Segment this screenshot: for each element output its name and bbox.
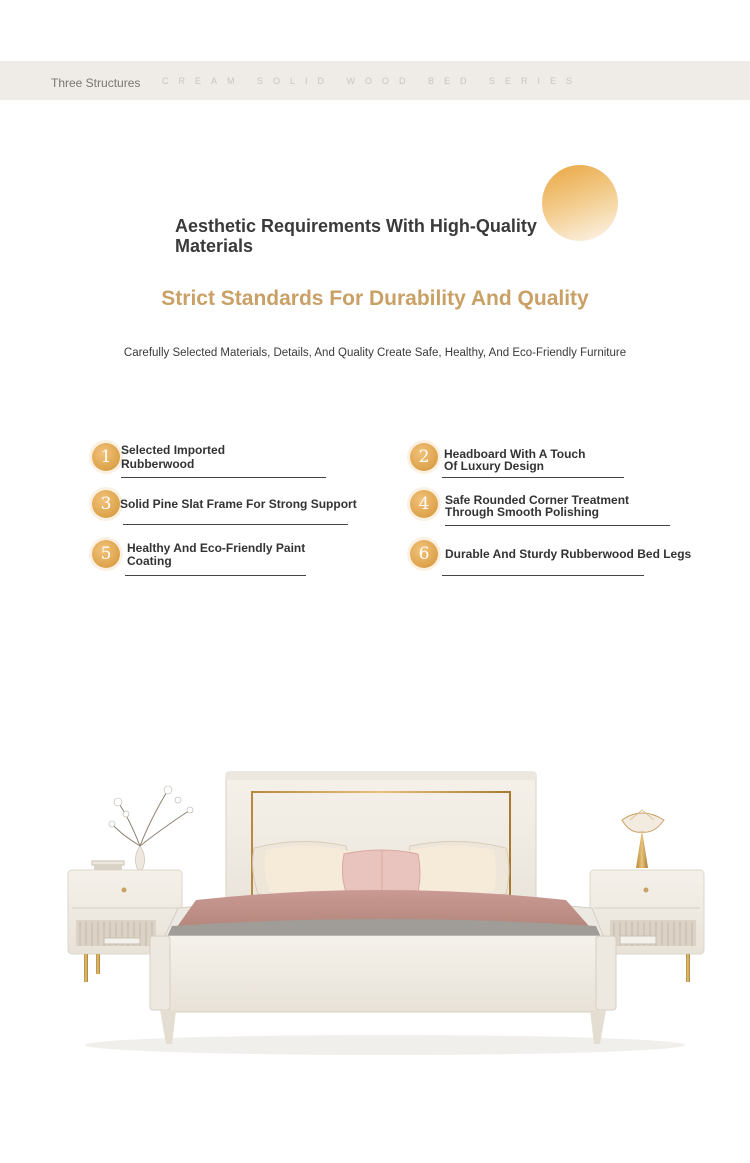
- feature-label-line1: Durable And Sturdy Rubberwood Bed Legs: [445, 547, 692, 561]
- feature-label: [445, 494, 629, 518]
- feature-label: [120, 498, 357, 510]
- feature-label-line2: Coating: [127, 554, 172, 568]
- feature-label: [444, 448, 585, 472]
- feature-label-line2: Rubberwood: [121, 457, 195, 471]
- feature-label-line1: Headboard With A Touch: [444, 447, 586, 461]
- bed-pillows: [253, 841, 509, 897]
- feature-underline: [442, 477, 624, 478]
- feature-label: [445, 548, 691, 560]
- feature-number-badge: 5: [92, 540, 120, 568]
- feature-label: [127, 542, 305, 567]
- bed-product-image: [0, 740, 750, 1080]
- feature-label-line1: Healthy And Eco-Friendly Paint: [127, 541, 306, 555]
- feature-underline: [442, 575, 644, 576]
- feature-number-badge: 3: [92, 490, 120, 518]
- feature-label-line2: Through Smooth Polishing: [445, 505, 599, 519]
- page-heading: Aesthetic Requirements With High-Quality Materials: [175, 216, 537, 256]
- feature-underline: [123, 524, 348, 525]
- feature-number-badge: 4: [410, 490, 438, 518]
- series-label: CREAM SOLID WOOD BED SERIES: [162, 76, 583, 86]
- feature-label: [121, 444, 225, 470]
- structures-label: Three Structures: [51, 76, 141, 90]
- feature-number-badge: 1: [92, 443, 120, 471]
- feature-underline: [125, 575, 306, 576]
- header-band: [0, 61, 750, 100]
- bed-footboard: [150, 936, 616, 1044]
- page-subheading: Strict Standards For Durability And Quality: [161, 287, 589, 310]
- page-tagline: Carefully Selected Materials, Details, And Quality Create Safe, Healthy, And Eco-Friendly Furniture: [123, 347, 627, 359]
- feature-label-line1: Solid Pine Slat Frame For Strong Support: [120, 497, 357, 511]
- feature-underline: [121, 477, 326, 478]
- feature-label-line1: Selected Imported: [121, 443, 226, 457]
- feature-underline: [445, 525, 670, 526]
- feature-number-badge: 2: [410, 443, 438, 471]
- feature-label-line2: Of Luxury Design: [444, 459, 545, 473]
- feature-label-line1: Safe Rounded Corner Treatment: [445, 493, 630, 507]
- feature-number-badge: 6: [410, 540, 438, 568]
